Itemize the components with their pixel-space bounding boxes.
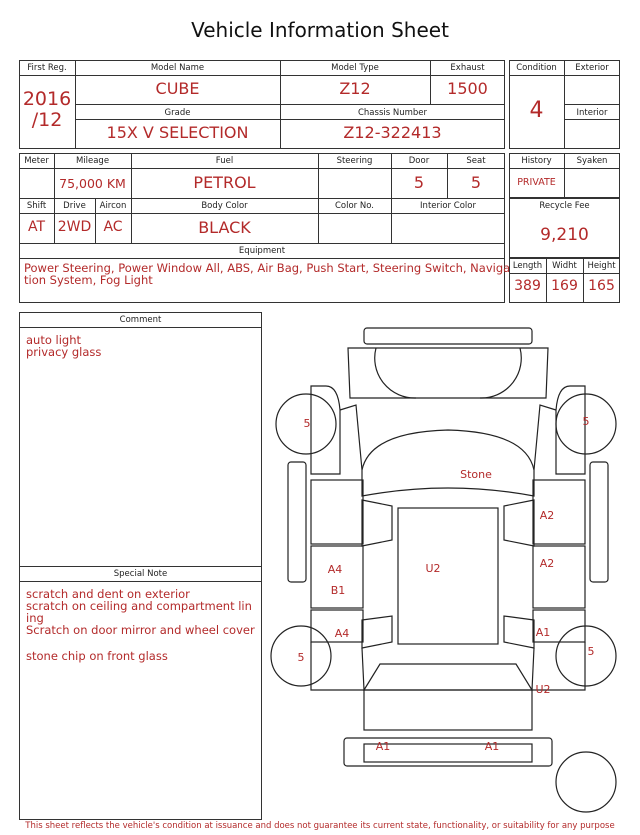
recycle-fee-label: Recycle Fee: [539, 201, 590, 211]
syaken-label: Syaken: [576, 156, 608, 166]
equipment-line-2: tion System, Fog Light: [24, 273, 153, 287]
shift-label: Shift: [26, 201, 47, 211]
fuel-label: Fuel: [215, 156, 234, 166]
width-value: 169: [551, 278, 578, 294]
aircon-value: AC: [103, 219, 123, 235]
exterior-label: Exterior: [575, 63, 609, 73]
history-value: PRIVATE: [517, 177, 556, 188]
damage-mark-left-rear-door-b: B1: [330, 584, 346, 597]
condition-value: 4: [529, 98, 544, 123]
damage-mark-left-rear-quarter: A4: [334, 627, 350, 640]
height-value: 165: [588, 278, 615, 294]
body-color-value: BLACK: [198, 218, 251, 237]
damage-mark-windshield: Stone: [460, 468, 492, 481]
special-note-line: stone chip on front glass: [26, 649, 168, 663]
damage-mark-right-front-door: A2: [539, 509, 555, 522]
damage-mark-wheel-front-left: 5: [303, 417, 311, 430]
shift-value: AT: [27, 219, 46, 235]
special-note-line: scratch on ceiling and compartment lin: [26, 599, 252, 613]
aircon-label: Aircon: [99, 201, 127, 211]
model-type-value: Z12: [339, 79, 371, 98]
first-reg-year: 2016: [22, 88, 72, 110]
damage-mark-roof: U2: [425, 562, 441, 575]
history-label: History: [521, 156, 552, 166]
steering-label: Steering: [336, 156, 373, 166]
damage-mark-rear-bumper-left: A1: [375, 740, 391, 753]
meter-label: Meter: [24, 156, 49, 166]
fuel-value: PETROL: [193, 173, 256, 192]
equipment-label: Equipment: [238, 246, 286, 256]
comment-line: auto light: [26, 333, 82, 347]
comment-label: Comment: [119, 315, 162, 325]
damage-mark-right-rear-door: A2: [539, 557, 555, 570]
exhaust-value: 1500: [447, 79, 488, 98]
mileage-label: Mileage: [75, 156, 110, 166]
height-label: Height: [587, 261, 616, 271]
drive-label: Drive: [63, 201, 86, 211]
damage-mark-wheel-rear-left: 5: [297, 651, 305, 664]
door-label: Door: [408, 156, 430, 166]
equipment-line-1: Power Steering, Power Window All, ABS, Air Bag, Push Start, Steering Switch, Naviga: [24, 261, 511, 275]
grade-value: 15X V SELECTION: [106, 123, 249, 142]
model-name-value: CUBE: [155, 79, 200, 98]
sheet-title: Vehicle Information Sheet: [191, 18, 449, 42]
first-reg-label: First Reg.: [27, 63, 67, 73]
damage-mark-wheel-rear-right: 5: [587, 645, 595, 658]
seat-label: Seat: [466, 156, 486, 166]
first-reg-month: /12: [31, 109, 63, 131]
model-type-label: Model Type: [331, 63, 379, 73]
width-label: Widht: [552, 261, 577, 271]
model-name-label: Model Name: [150, 63, 205, 73]
special-note-label: Special Note: [113, 569, 168, 579]
seat-value: 5: [470, 173, 482, 192]
condition-label: Condition: [516, 63, 557, 73]
length-label: Length: [512, 261, 543, 271]
length-value: 389: [514, 278, 541, 294]
damage-mark-right-rear-quarter: A1: [535, 626, 551, 639]
special-note-line: scratch and dent on exterior: [26, 587, 190, 601]
chassis-number-value: Z12-322413: [343, 123, 442, 142]
body-color-label: Body Color: [201, 201, 248, 211]
comment-line: privacy glass: [26, 345, 102, 359]
door-value: 5: [413, 173, 425, 192]
special-note-line: ing: [26, 611, 44, 625]
chassis-number-label: Chassis Number: [357, 108, 428, 118]
special-note-line: Scratch on door mirror and wheel cover: [26, 623, 255, 637]
exhaust-label: Exhaust: [450, 63, 485, 73]
interior-color-label: Interior Color: [420, 201, 476, 211]
damage-mark-rear-right-corner: U2: [535, 683, 551, 696]
damage-mark-wheel-front-right: 5: [582, 415, 590, 428]
interior-label: Interior: [576, 108, 608, 118]
disclaimer-footer: This sheet reflects the vehicle's condition at issuance and does not guarantee its current state, functionality, or suitability for any purpose: [25, 821, 615, 831]
drive-value: 2WD: [57, 219, 92, 235]
color-no-label: Color No.: [334, 201, 374, 211]
grade-label: Grade: [164, 108, 191, 118]
recycle-fee-value: 9,210: [540, 225, 589, 245]
damage-mark-left-rear-door-a: A4: [327, 563, 343, 576]
damage-mark-rear-bumper-right: A1: [484, 740, 500, 753]
mileage-value: 75,000 KM: [59, 176, 126, 191]
